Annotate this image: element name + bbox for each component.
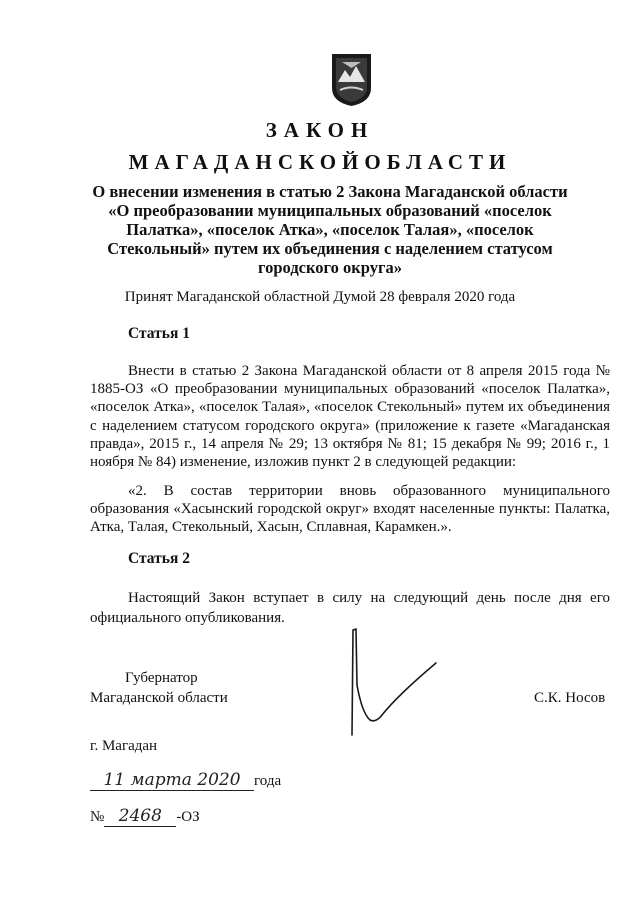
place-of-signing: г. Магадан [90,738,158,754]
article-2-heading: Статья 2 [128,550,190,567]
signatory-title-line1: Губернатор [125,670,198,686]
article-1-text-content: Внести в статью 2 Закона Магаданской области от 8 апреля 2015 года № 1885-ОЗ «О преобразовании муниципальных образований «поселок Палатка», «поселок Атка», «поселок Талая», «поселок Стекольный» путем их объединения с наделением статусом городского округа» (приложение к газете «Магаданская правда», 2015 г., 14 апреля № 29; 13 октября № 81; 15 декабря № 99; 2016 г., 1 ноября № 84) изменение, изложив пункт 2 в следующей редакции: [90,363,610,471]
signatory-name: С.К. Носов [534,690,606,706]
law-subject [60,182,600,277]
article-1-heading: Статья 1 [128,325,190,342]
law-number [90,806,200,827]
subject-line: О внесении изменения в статью 2 Закона Магаданской области [92,182,568,201]
subject-line: Палатка», «поселок Атка», «поселок Талая», «поселок [126,220,534,239]
date-suffix: года [254,773,282,789]
article-1-quote-content: «2. В состав территории вновь образованного муниципального образования «Хасынский городской округ» входят населенные пункты: Палатка, Атка, Талая, Стекольный, Хасын, Сплавная, Карамкен.». [90,483,610,536]
subject-line: «О преобразовании муниципальных образований «поселок [108,201,552,220]
signatory-title-line2: Магаданской области [90,690,228,706]
handwritten-signature [340,625,450,740]
article-2-text [90,588,610,628]
signing-date [90,770,281,791]
handwritten-number: 2468 [104,806,176,827]
article-1-text [90,362,610,471]
subject-line: городского округа» [258,258,402,277]
number-suffix: -ОЗ [176,809,200,825]
number-prefix: № [90,809,105,825]
region-title: МАГАДАНСКОЙОБЛАСТИ [128,150,512,174]
subject-line: Стекольный» путем их объединения с наделением статусом [107,239,553,258]
handwritten-date: 11 марта 2020 [90,770,254,791]
adoption-note: Принят Магаданской областной Думой 28 февраля 2020 года [124,289,516,305]
article-1-quote [90,482,610,537]
article-2-text-content: Настоящий Закон вступает в силу на следующий день после дня его официального опубликования. [90,590,610,626]
coat-of-arms-icon [330,52,373,107]
law-title: ЗАКОН [265,118,375,142]
